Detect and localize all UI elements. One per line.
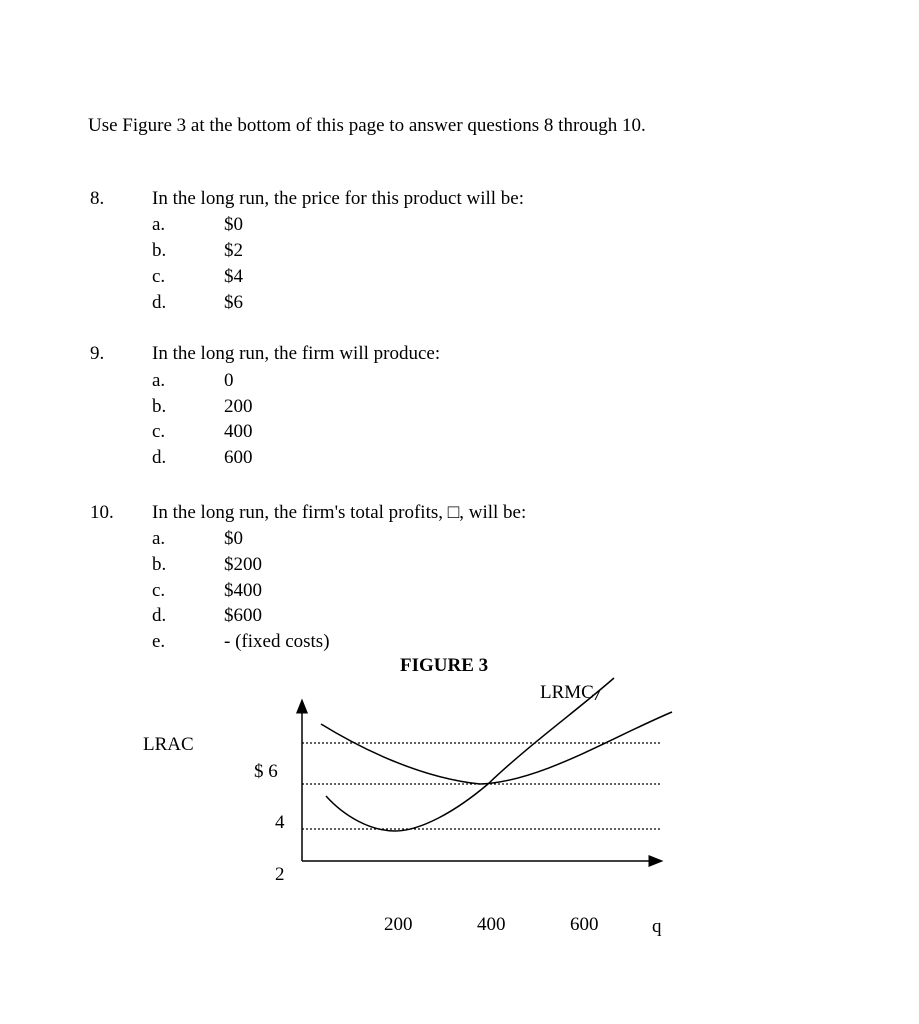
option-letter: d. (152, 292, 167, 313)
question-number: 9. (90, 343, 105, 364)
option-letter: b. (152, 554, 167, 575)
option-value: $200 (224, 554, 262, 575)
option-value: $0 (224, 214, 243, 235)
y-tick-label: 2 (275, 864, 285, 885)
x-tick-label: 600 (570, 914, 599, 935)
option-value: $4 (224, 266, 243, 287)
question-number: 10. (90, 502, 114, 523)
question-text: In the long run, the price for this product will be: (152, 188, 524, 209)
option-value: $600 (224, 605, 262, 626)
lrmc-label: LRMC (540, 682, 594, 703)
option-letter: c. (152, 421, 166, 442)
option-value: 200 (224, 396, 253, 417)
option-value: $2 (224, 240, 243, 261)
option-value: 600 (224, 447, 253, 468)
x-axis-label: q (652, 916, 662, 937)
option-letter: c. (152, 266, 166, 287)
option-letter: b. (152, 396, 167, 417)
question-text: In the long run, the firm's total profits, □, will be: (152, 502, 527, 523)
figure-title: FIGURE 3 (400, 655, 489, 676)
option-letter: c. (152, 580, 166, 601)
option-letter: a. (152, 214, 166, 235)
option-value: $400 (224, 580, 262, 601)
x-tick-label: 400 (477, 914, 506, 935)
option-value: - (fixed costs) (224, 631, 330, 652)
x-tick-label: 200 (384, 914, 413, 935)
lrac-label: LRAC (143, 734, 194, 755)
option-letter: b. (152, 240, 167, 261)
y-tick-label: $ 6 (254, 761, 278, 782)
y-tick-label: 4 (275, 812, 285, 833)
intro-text: Use Figure 3 at the bottom of this page to answer questions 8 through 10. (88, 115, 646, 136)
option-value: 0 (224, 370, 234, 391)
question-number: 8. (90, 188, 105, 209)
option-letter: d. (152, 447, 167, 468)
option-letter: d. (152, 605, 167, 626)
lrac-curve (321, 712, 672, 784)
option-value: $0 (224, 528, 243, 549)
question-text: In the long run, the firm will produce: (152, 343, 441, 364)
option-letter: a. (152, 370, 166, 391)
option-value: $6 (224, 292, 243, 313)
option-letter: a. (152, 528, 166, 549)
option-letter: e. (152, 631, 166, 652)
option-value: 400 (224, 421, 253, 442)
